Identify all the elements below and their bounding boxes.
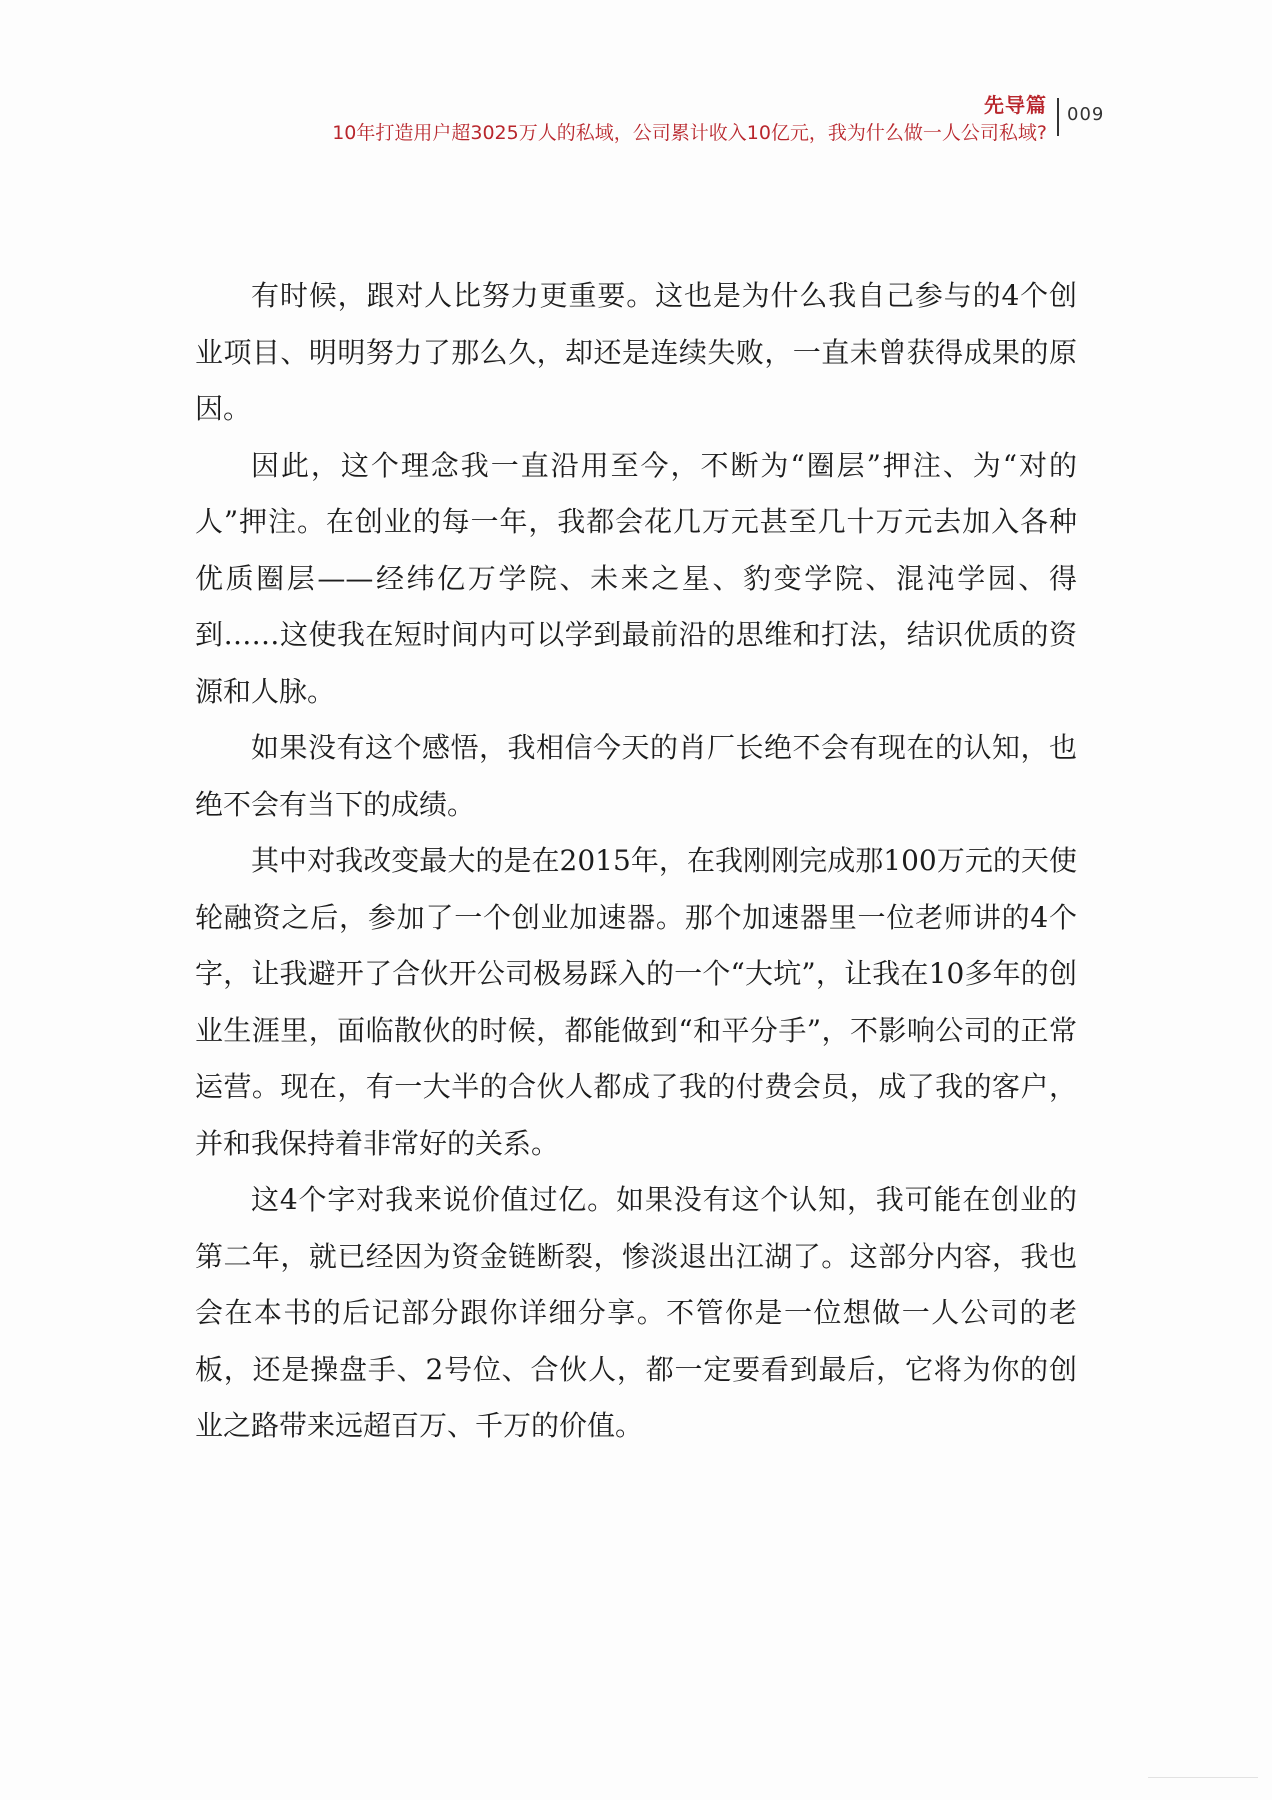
page-number: 009 bbox=[1067, 104, 1105, 125]
header-divider bbox=[1057, 98, 1059, 136]
section-label: 先导篇 bbox=[984, 93, 1047, 117]
paragraph-1: 有时候，跟对人比努力更重要。这也是为什么我自己参与的4个创业项目、明明努力了那么久，却还是连续失败，一直未曾获得成果的原因。 bbox=[195, 279, 1077, 425]
paragraph-5: 这4个字对我来说价值过亿。如果没有这个认知，我可能在创业的第二年，就已经因为资金链断裂，惨淡退出江湖了。这部分内容，我也会在本书的后记部分跟你详细分享。不管你是一位想做一人公司的老板，还是操盘手、2号位、合伙人，都一定要看到最后，它将为你的创业之路带来远超百万、千万的价值。 bbox=[195, 1183, 1077, 1442]
paragraph-3: 如果没有这个感悟，我相信今天的肖厂长绝不会有现在的认知，也绝不会有当下的成绩。 bbox=[195, 731, 1077, 821]
body-text bbox=[195, 268, 1077, 1455]
paragraph-2: 因此，这个理念我一直沿用至今，不断为“圈层”押注、为“对的人”押注。在创业的每一年，我都会花几万元甚至几十万元去加入各种优质圈层——经纬亿万学院、未来之星、豹变学院、混沌学园、得到……这使我在短时间内可以学到最前沿的思维和打法，结识优质的资源和人脉。 bbox=[195, 448, 1077, 708]
scan-corner-mark bbox=[1148, 1777, 1258, 1788]
running-header bbox=[332, 92, 1047, 146]
paragraph-4: 其中对我改变最大的是在2015年，在我刚刚完成那100万元的天使轮融资之后，参加了一个创业加速器。那个加速器里一位老师讲的4个字，让我避开了合伙开公司极易踩入的一个“大坑”，让我在10多年的创业生涯里，面临散伙的时候，都能做到“和平分手”，不影响公司的正常运营。现在，有一大半的合伙人都成了我的付费会员，成了我的客户，并和我保持着非常好的关系。 bbox=[195, 844, 1077, 1160]
running-title: 10年打造用户超3025万人的私域，公司累计收入10亿元，我为什么做一人公司私域? bbox=[332, 122, 1047, 144]
